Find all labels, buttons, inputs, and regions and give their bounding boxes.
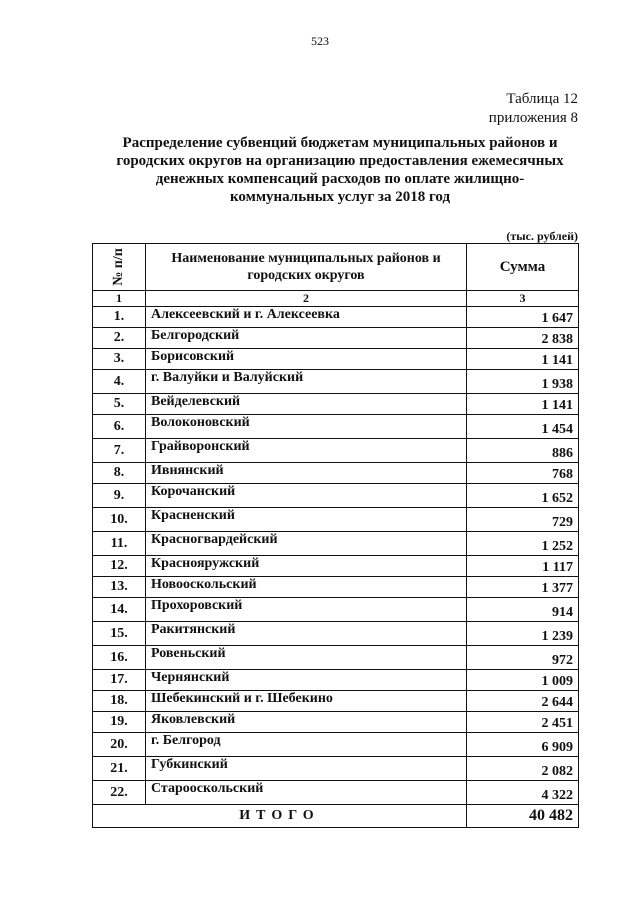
column-index-1: 1 (93, 291, 146, 307)
column-index-row (93, 291, 579, 307)
row-num: 13. (93, 577, 146, 598)
row-sum: 886 (467, 439, 579, 463)
table-row (93, 757, 579, 781)
row-num: 16. (93, 646, 146, 670)
row-sum: 4 322 (467, 781, 579, 805)
table-row (93, 415, 579, 439)
table-row (93, 712, 579, 733)
row-sum: 1 647 (467, 307, 579, 328)
header-sum: Сумма (467, 244, 579, 291)
row-sum: 729 (467, 508, 579, 532)
row-num: 3. (93, 349, 146, 370)
row-name: Волоконовский (146, 415, 467, 439)
row-sum: 1 652 (467, 484, 579, 508)
row-sum: 1 009 (467, 670, 579, 691)
row-sum: 1 454 (467, 415, 579, 439)
table-row (93, 556, 579, 577)
row-name: Грайворонский (146, 439, 467, 463)
row-num: 20. (93, 733, 146, 757)
total-row (93, 805, 579, 828)
row-num: 18. (93, 691, 146, 712)
table-row (93, 370, 579, 394)
row-name: Прохоровский (146, 598, 467, 622)
row-num: 1. (93, 307, 146, 328)
row-num: 5. (93, 394, 146, 415)
row-name: Краснояружский (146, 556, 467, 577)
title-line3: денежных компенсаций расходов по оплате жилищно- (155, 171, 525, 187)
table-row (93, 508, 579, 532)
row-sum: 6 909 (467, 733, 579, 757)
row-sum: 2 082 (467, 757, 579, 781)
row-sum: 768 (467, 463, 579, 484)
table-row (93, 439, 579, 463)
table-row (93, 670, 579, 691)
row-name: Шебекинский и г. Шебекино (146, 691, 467, 712)
header-name-line1: Наименование муниципальных районов и (171, 251, 441, 266)
row-name: Старооскольский (146, 781, 467, 805)
table-row (93, 622, 579, 646)
row-name: Ровеньский (146, 646, 467, 670)
row-num: 15. (93, 622, 146, 646)
row-sum: 2 451 (467, 712, 579, 733)
row-sum: 1 252 (467, 532, 579, 556)
row-name: Губкинский (146, 757, 467, 781)
row-sum: 1 377 (467, 577, 579, 598)
row-sum: 972 (467, 646, 579, 670)
total-sum: 40 482 (467, 805, 579, 828)
row-num: 19. (93, 712, 146, 733)
row-num: 4. (93, 370, 146, 394)
table-row (93, 349, 579, 370)
table-row (93, 394, 579, 415)
table-reference (489, 90, 578, 128)
row-name: Корочанский (146, 484, 467, 508)
title-line4: коммунальных услуг за 2018 год (229, 189, 451, 205)
row-num: 17. (93, 670, 146, 691)
row-name: Чернянский (146, 670, 467, 691)
row-num: 21. (93, 757, 146, 781)
row-num: 8. (93, 463, 146, 484)
row-sum: 1 141 (467, 394, 579, 415)
row-num: 11. (93, 532, 146, 556)
row-name: Ракитянский (146, 622, 467, 646)
table-row (93, 598, 579, 622)
row-sum: 2 838 (467, 328, 579, 349)
row-num: 2. (93, 328, 146, 349)
table-ref-line1: Таблица 12 (506, 91, 578, 107)
row-name: Новооскольский (146, 577, 467, 598)
table-row (93, 781, 579, 805)
column-index-2: 2 (146, 291, 467, 307)
table-row (93, 307, 579, 328)
table-row (93, 691, 579, 712)
table-row (93, 484, 579, 508)
row-num: 14. (93, 598, 146, 622)
row-sum: 2 644 (467, 691, 579, 712)
row-name: Красненский (146, 508, 467, 532)
total-label: ИТОГО (93, 805, 467, 828)
row-num: 7. (93, 439, 146, 463)
row-sum: 1 938 (467, 370, 579, 394)
row-name: Ивнянский (146, 463, 467, 484)
header-name-line2: городских округов (247, 268, 365, 283)
table-row (93, 733, 579, 757)
row-sum: 914 (467, 598, 579, 622)
row-num: 10. (93, 508, 146, 532)
row-name: Алексеевский и г. Алексеевка (146, 307, 467, 328)
row-num: 6. (93, 415, 146, 439)
page-number: 523 (311, 34, 329, 48)
subsidy-table (92, 243, 579, 828)
row-sum: 1 141 (467, 349, 579, 370)
table-ref-line2: приложения 8 (488, 110, 578, 126)
table-row (93, 532, 579, 556)
table-header-row (93, 244, 579, 291)
row-sum: 1 117 (467, 556, 579, 577)
row-name: Вейделевский (146, 394, 467, 415)
table-row (93, 328, 579, 349)
table-row (93, 646, 579, 670)
header-num (93, 244, 146, 291)
title-line2: городских округов на организацию предоставления ежемесячных (116, 153, 564, 169)
units-label: (тыс. рублей) (506, 229, 578, 243)
row-name: Белгородский (146, 328, 467, 349)
row-name: г. Белгород (146, 733, 467, 757)
row-name: Борисовский (146, 349, 467, 370)
title-line1: Распределение субвенций бюджетам муниципальных районов и (122, 135, 558, 151)
table-body (93, 307, 579, 828)
document-title (100, 134, 580, 206)
table-row (93, 577, 579, 598)
table-row (93, 463, 579, 484)
header-name (146, 244, 467, 291)
column-index-3: 3 (467, 291, 579, 307)
row-num: 22. (93, 781, 146, 805)
row-name: Яковлевский (146, 712, 467, 733)
row-num: 9. (93, 484, 146, 508)
row-num: 12. (93, 556, 146, 577)
row-sum: 1 239 (467, 622, 579, 646)
row-name: Красногвардейский (146, 532, 467, 556)
row-name: г. Валуйки и Валуйский (146, 370, 467, 394)
header-num-label: № п/п (111, 248, 126, 286)
